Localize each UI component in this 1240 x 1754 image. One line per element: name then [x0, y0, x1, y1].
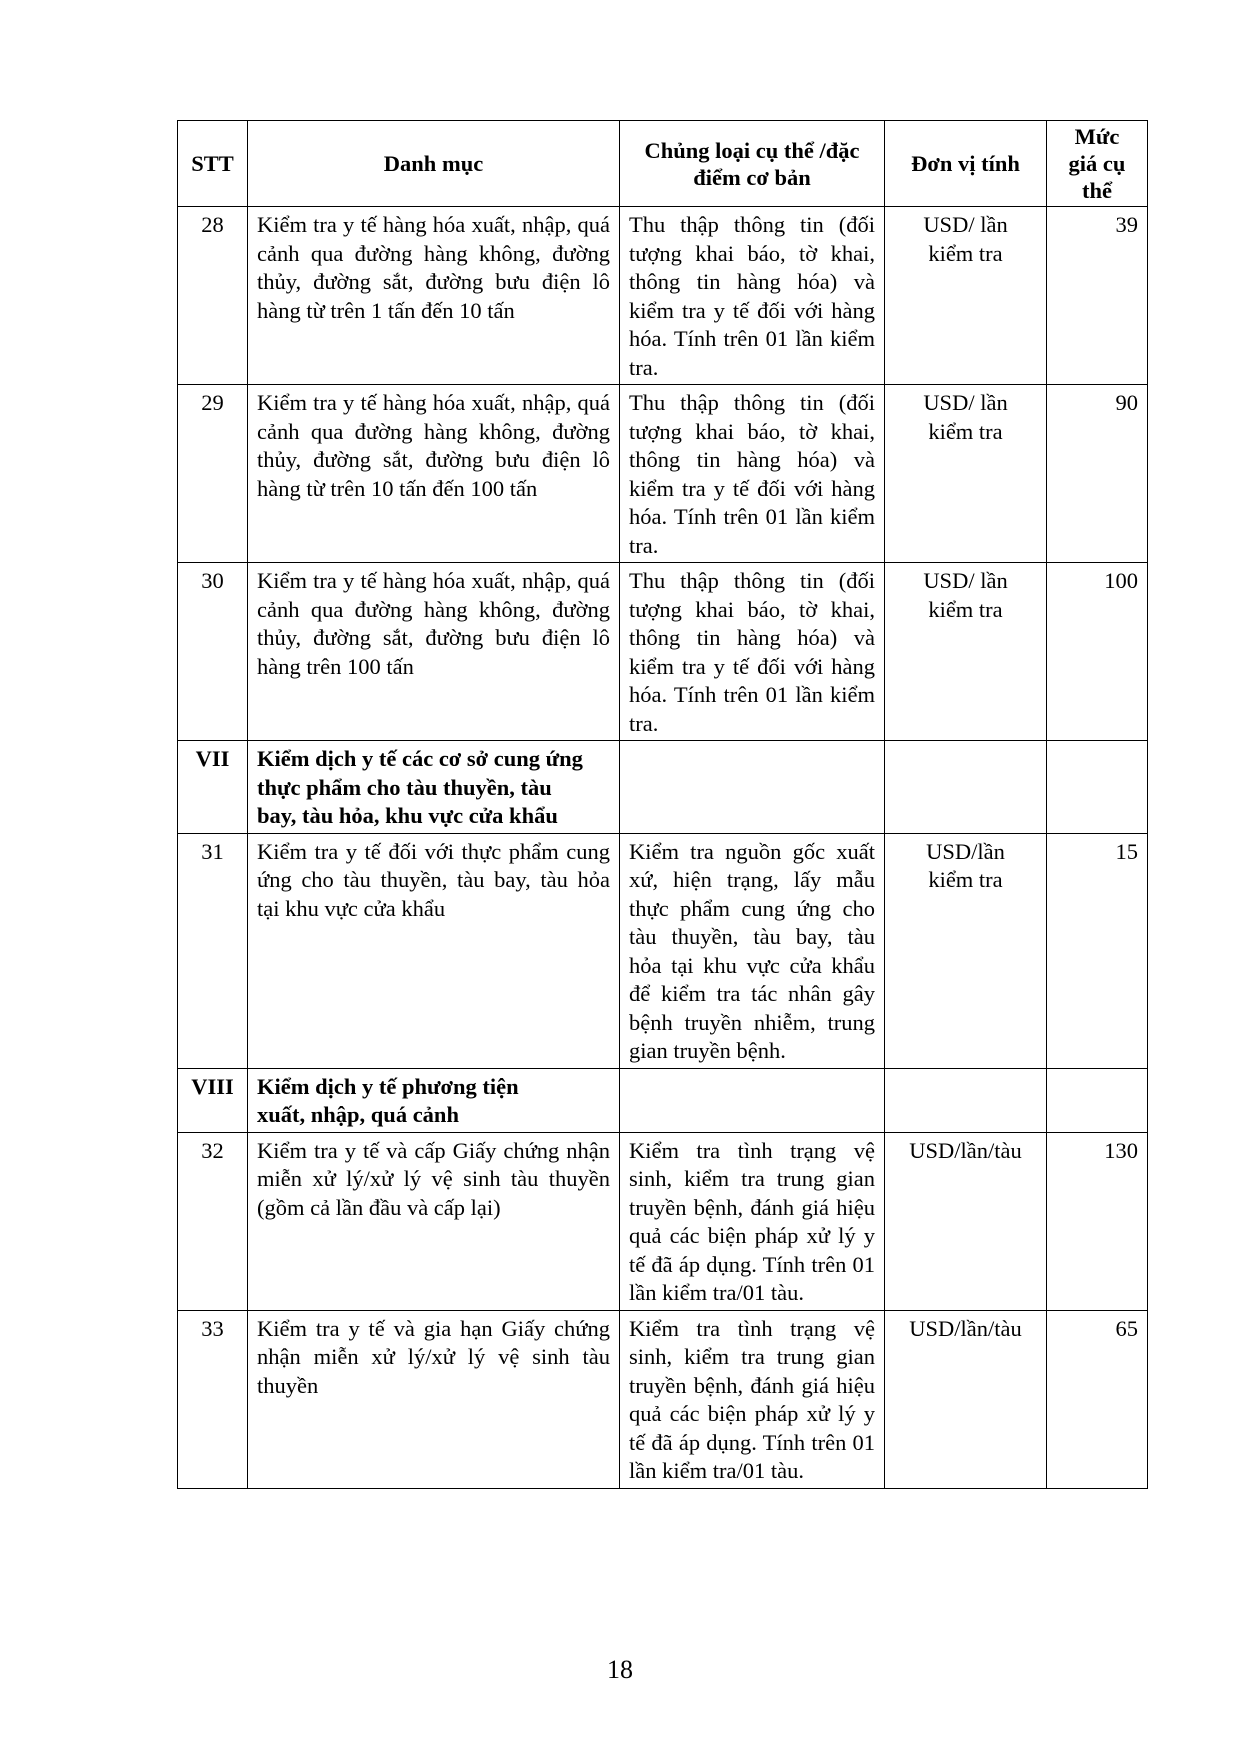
table-row — [178, 385, 1148, 563]
fee-table — [177, 120, 1148, 1489]
header-don-vi: Đơn vị tính — [885, 121, 1047, 207]
section-row-viii — [178, 1068, 1148, 1132]
row-desc: Kiểm tra nguồn gốc xuất xứ, hiện trạng, lấy mẫu thực phẩm cung ứng cho tàu thuyền, tàu bay, tàu hỏa tại khu vực cửa khẩu để kiểm tra tác nhân gây bệnh truyền nhiễm, trung gian truyền bệnh. — [620, 833, 885, 1068]
section-title: Kiểm dịch y tế các cơ sở cung ứng thực phẩm cho tàu thuyền, tàu bay, tàu hỏa, khu vực cửa khẩu — [248, 741, 620, 834]
row-price: 90 — [1047, 385, 1148, 563]
empty-cell — [1047, 1068, 1148, 1132]
empty-cell — [885, 741, 1047, 834]
row-name: Kiểm tra y tế hàng hóa xuất, nhập, quá cảnh qua đường hàng không, đường thủy, đường sắt, đường bưu điện lô hàng từ trên 10 tấn đến 100 tấn — [248, 385, 620, 563]
row-price: 39 — [1047, 207, 1148, 385]
row-price: 15 — [1047, 833, 1148, 1068]
row-unit: USD/ lần kiểm tra — [885, 385, 1047, 563]
row-stt: 33 — [178, 1310, 248, 1488]
row-name: Kiểm tra y tế và cấp Giấy chứng nhận miễn xử lý/xử lý vệ sinh tàu thuyền (gồm cả lần đầu và cấp lại) — [248, 1132, 620, 1310]
row-name: Kiểm tra y tế và gia hạn Giấy chứng nhận miễn xử lý/xử lý vệ sinh tàu thuyền — [248, 1310, 620, 1488]
empty-cell — [620, 741, 885, 834]
row-stt: 30 — [178, 563, 248, 741]
row-stt: 29 — [178, 385, 248, 563]
row-price: 65 — [1047, 1310, 1148, 1488]
row-stt: 28 — [178, 207, 248, 385]
section-title: Kiểm dịch y tế phương tiện xuất, nhập, quá cảnh — [248, 1068, 620, 1132]
row-stt: 32 — [178, 1132, 248, 1310]
header-stt: STT — [178, 121, 248, 207]
section-row-vii — [178, 741, 1148, 834]
row-name: Kiểm tra y tế hàng hóa xuất, nhập, quá cảnh qua đường hàng không, đường thủy, đường sắt, đường bưu điện lô hàng từ trên 1 tấn đến 10 tấn — [248, 207, 620, 385]
row-name: Kiểm tra y tế đối với thực phẩm cung ứng cho tàu thuyền, tàu bay, tàu hỏa tại khu vực cửa khẩu — [248, 833, 620, 1068]
header-row — [178, 121, 1148, 207]
row-desc: Kiểm tra tình trạng vệ sinh, kiểm tra trung gian truyền bệnh, đánh giá hiệu quả các biện pháp xử lý y tế đã áp dụng. Tính trên 01 lần kiểm tra/01 tàu. — [620, 1132, 885, 1310]
row-desc: Kiểm tra tình trạng vệ sinh, kiểm tra trung gian truyền bệnh, đánh giá hiệu quả các biện pháp xử lý y tế đã áp dụng. Tính trên 01 lần kiểm tra/01 tàu. — [620, 1310, 885, 1488]
row-unit: USD/lần kiểm tra — [885, 833, 1047, 1068]
section-stt: VIII — [178, 1068, 248, 1132]
page-number: 18 — [607, 1655, 633, 1684]
table-row — [178, 563, 1148, 741]
empty-cell — [1047, 741, 1148, 834]
row-desc: Thu thập thông tin (đối tượng khai báo, tờ khai, thông tin hàng hóa) và kiểm tra y tế đối với hàng hóa. Tính trên 01 lần kiểm tra. — [620, 563, 885, 741]
row-desc: Thu thập thông tin (đối tượng khai báo, tờ khai, thông tin hàng hóa) và kiểm tra y tế đối với hàng hóa. Tính trên 01 lần kiểm tra. — [620, 385, 885, 563]
table-row — [178, 207, 1148, 385]
section-stt: VII — [178, 741, 248, 834]
table-row — [178, 1310, 1148, 1488]
row-unit: USD/ lần kiểm tra — [885, 207, 1047, 385]
table-row — [178, 833, 1148, 1068]
row-unit: USD/lần/tàu — [885, 1310, 1047, 1488]
row-price: 130 — [1047, 1132, 1148, 1310]
row-stt: 31 — [178, 833, 248, 1068]
empty-cell — [620, 1068, 885, 1132]
header-muc-gia: Mức giá cụ thể — [1047, 121, 1148, 207]
row-unit: USD/lần/tàu — [885, 1132, 1047, 1310]
row-price: 100 — [1047, 563, 1148, 741]
row-unit: USD/ lần kiểm tra — [885, 563, 1047, 741]
header-chung-loai: Chủng loại cụ thể /đặc điểm cơ bản — [620, 121, 885, 207]
row-name: Kiểm tra y tế hàng hóa xuất, nhập, quá cảnh qua đường hàng không, đường thủy, đường sắt, đường bưu điện lô hàng trên 100 tấn — [248, 563, 620, 741]
empty-cell — [885, 1068, 1047, 1132]
header-danh-muc: Danh mục — [248, 121, 620, 207]
table-row — [178, 1132, 1148, 1310]
row-desc: Thu thập thông tin (đối tượng khai báo, tờ khai, thông tin hàng hóa) và kiểm tra y tế đối với hàng hóa. Tính trên 01 lần kiểm tra. — [620, 207, 885, 385]
